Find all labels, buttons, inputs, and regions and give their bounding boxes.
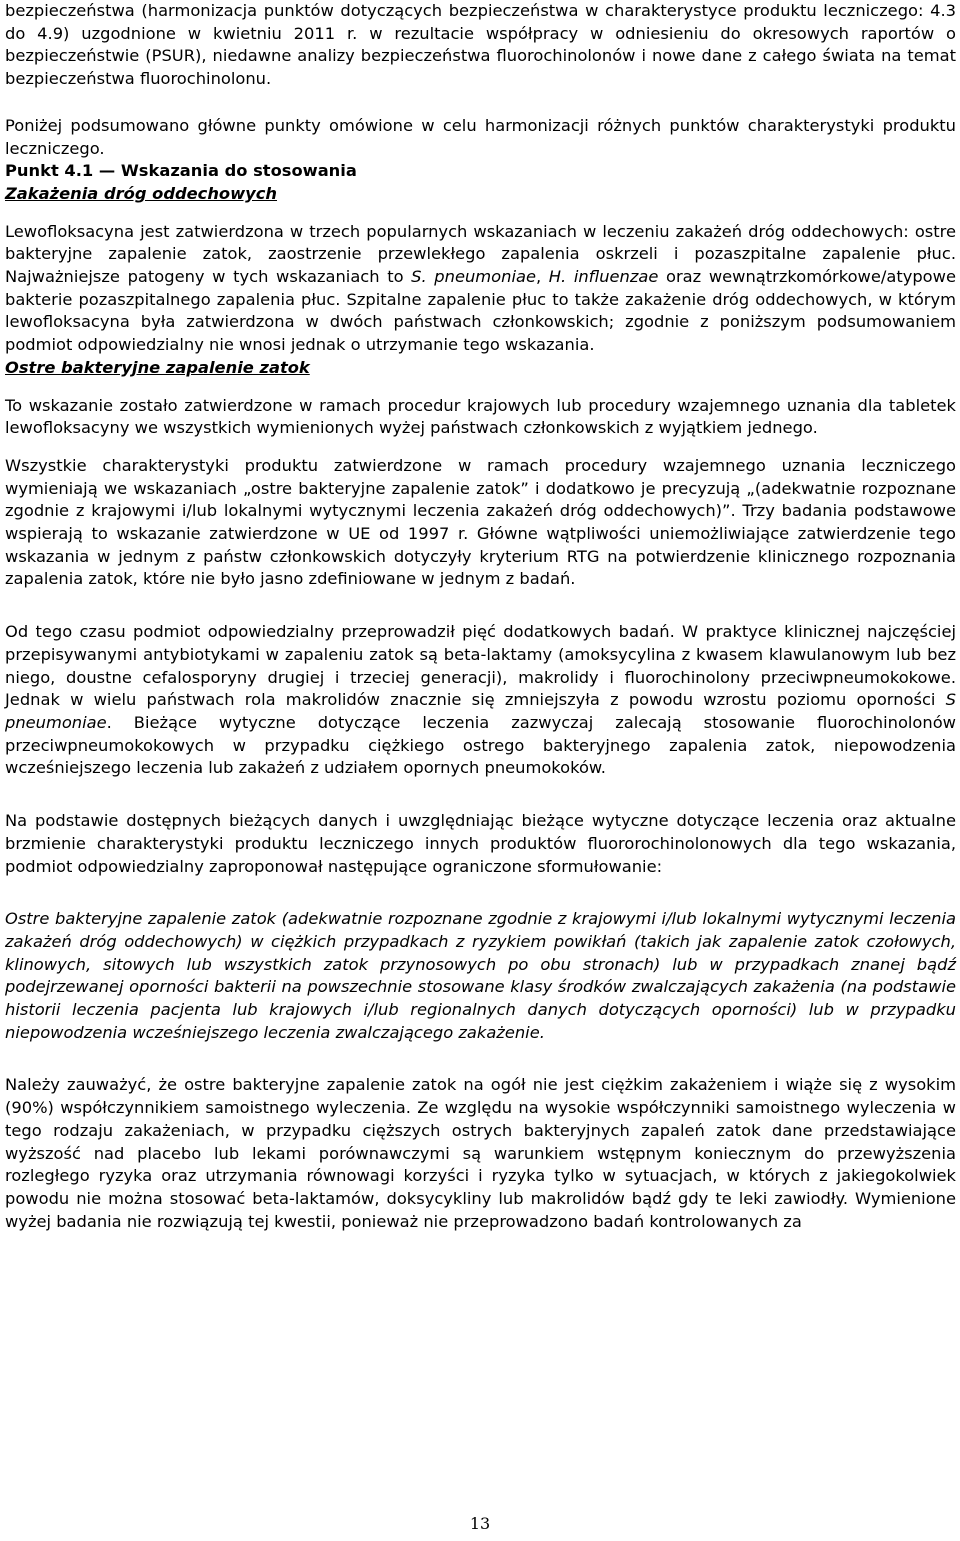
pathogen-h-influenzae: H. influenzae [548,267,659,287]
pathogen-s-pneumoniae: S. pneumoniae [411,267,536,287]
document-page [5,0,956,1233]
paragraph-respiratory-part-c: oraz wewnątrzkomórkowe/atypowe bakterie pozaszpitalnego zapalenia płuc. Szpitalne zapalenie płuc to także zakażenie dróg oddechowych, w którym lewofloksacyna była zatwierdzona w dwóch państwach członkowskich; zgodnie z poniższym podsumowaniem podmiot odpowiedzialny nie wnosi jednak o utrzymanie tego wskazania. [5,267,956,355]
paragraph-note: Należy zauważyć, że ostre bakteryjne zapalenie zatok na ogół nie jest ciężkim zakażeniem i wiąże się z wysokim (90%) współczynnikiem samoistnego wyleczenia. Ze względu na wysokie współczynniki samoistnego wyleczenia w tego rodzaju zakażeniach, w przypadku cięższych ostrych bakteryjnych zapaleń zatok dane przedstawiające wyższość nad placebo lub lekami porównawczymi są warunkiem wstępnym koniecznym do przewyższenia rozległego ryzyka oraz utrzymania równowagi korzyści i ryzyka tylko w sytuacjach, w których z jakiegokolwiek powodu nie można stosować beta-laktamów, doksycykliny lub makrolidów bądź gdy te leki zawiodły. Wymienione wyżej badania nie rozwiązują tej kwestii, ponieważ nie przeprowadzono badań kontrolowanych za [5,1075,956,1231]
page-number: 13 [469,1514,491,1533]
paragraph-additional-studies-part-a: Od tego czasu podmiot odpowiedzialny przeprowadził pięć dodatkowych badań. W praktyce klinicznej najczęściej przepisywanymi antybiotykami w zapaleniu zatok są beta-laktamy (amoksycylina z kwasem klawulanowym lub bez niego, doustne cefalosporyny drugiej i trzeciej generacji), makrolidy i fluorochinolony przeciwpneumokokowe. Jednak w wielu państwach rola makrolidów znacznie się zmniejszyła z powodu wzrostu poziomu oporności [5,622,956,710]
paragraph-additional-studies [5,621,956,780]
paragraph-sinusitis-approval: To wskazanie zostało zatwierdzone w ramach procedur krajowych lub procedury wzajemnego uznania dla tabletek lewofloksacyny we wszystkich wymienionych wyżej państwach członkowskich z wyjątkiem jednego. [5,395,956,438]
subheading-respiratory-infections: Zakażenia dróg oddechowych [5,183,278,203]
paragraph-proposed-wording: Ostre bakteryjne zapalenie zatok (adekwatnie rozpoznane zgodnie z krajowymi i/lub lokalnymi wytycznymi leczenia zakażeń dróg oddechowych) w ciężkich przypadkach z ryzykiem powikłań (takich jak zapalenie zatok czołowych, klinowych, sitowych lub wszystkich zatok przynosowych po obu stronach) lub w przypadkach znanej bądź podejrzewanej oporności bakterii na powszechnie stosowane klasy środków zwalczających zakażenia (na podstawie historii leczenia pacjenta lub krajowych i/lub regionalnych danych dotyczących oporności) lub w przypadku niepowodzenia wcześniejszego leczenia zwalczającego zakażenie. [5,909,956,1042]
paragraph-respiratory-part-b: , [535,267,549,287]
pathogen-s-pneumoniae-2: S pneumoniae [5,690,956,732]
section-heading: Punkt 4.1 — Wskazania do stosowania [5,161,357,181]
paragraph-respiratory [5,221,956,357]
subheading-acute-sinusitis: Ostre bakteryjne zapalenie zatok [5,357,310,377]
paragraph-intro: bezpieczeństwa (harmonizacja punktów dotyczących bezpieczeństwa w charakterystyce produktu leczniczego: 4.3 do 4.9) uzgodnione w kwietniu 2011 r. w rezultacie współpracy w odniesieniu do okresowych raportów o bezpieczeństwie (PSUR), niedawne analizy bezpieczeństwa fluorochinolonów i nowe dane z całego świata na temat bezpieczeństwa fluorochinolonu. [5,1,956,89]
paragraph-summary: Poniżej podsumowano główne punkty omówione w celu harmonizacji różnych punktów charakterystyki produktu leczniczego. [5,115,956,158]
paragraph-proposal: Na podstawie dostępnych bieżących danych i uwzględniając bieżące wytyczne dotyczące leczenia oraz aktualne brzmienie charakterystyki produktu leczniczego innych produktów fluororochinolonowych dla tego wskazania, podmiot odpowiedzialny zaproponował następujące ograniczone sformułowanie: [5,811,956,876]
paragraph-additional-studies-part-b: . Bieżące wytyczne dotyczące leczenia zazwyczaj zalecają stosowanie fluorochinolonów przeciwpneumokokowych w przypadku ciężkiego ostrego bakteryjnego zapalenia zatok, niepowodzenia wcześniejszego leczenia lub zakażeń z udziałem opornych pneumokoków. [5,712,956,778]
paragraph-sinusitis-spc: Wszystkie charakterystyki produktu zatwierdzone w ramach procedury wzajemnego uznania leczniczego wymieniają we wskazaniach „ostre bakteryjne zapalenie zatok” i dodatkowo je precyzują „(adekwatnie rozpoznane zgodnie z krajowymi i/lub lokalnymi wytycznymi leczenia zakażeń dróg oddechowych)”. Trzy badania podstawowe wspierają to wskazanie zatwierdzone w UE od 1997 r. Główne wątpliwości uniemożliwiające zatwierdzenie tego wskazania w jednym z państw członkowskich dotyczyły kryterium RTG na potwierdzenie klinicznego rozpoznania zapalenia zatok, które nie było jasno zdefiniowane w jednym z badań. [5,455,956,589]
paragraph-respiratory-part-a: Lewofloksacyna jest zatwierdzona w trzech popularnych wskazaniach w leczeniu zakażeń dróg oddechowych: ostre bakteryjne zapalenie zatok, zaostrzenie przewlekłego zapalenia oskrzeli i pozaszpitalne zapalenie płuc. Najważniejsze patogeny w tych wskazaniach to [5,221,956,287]
